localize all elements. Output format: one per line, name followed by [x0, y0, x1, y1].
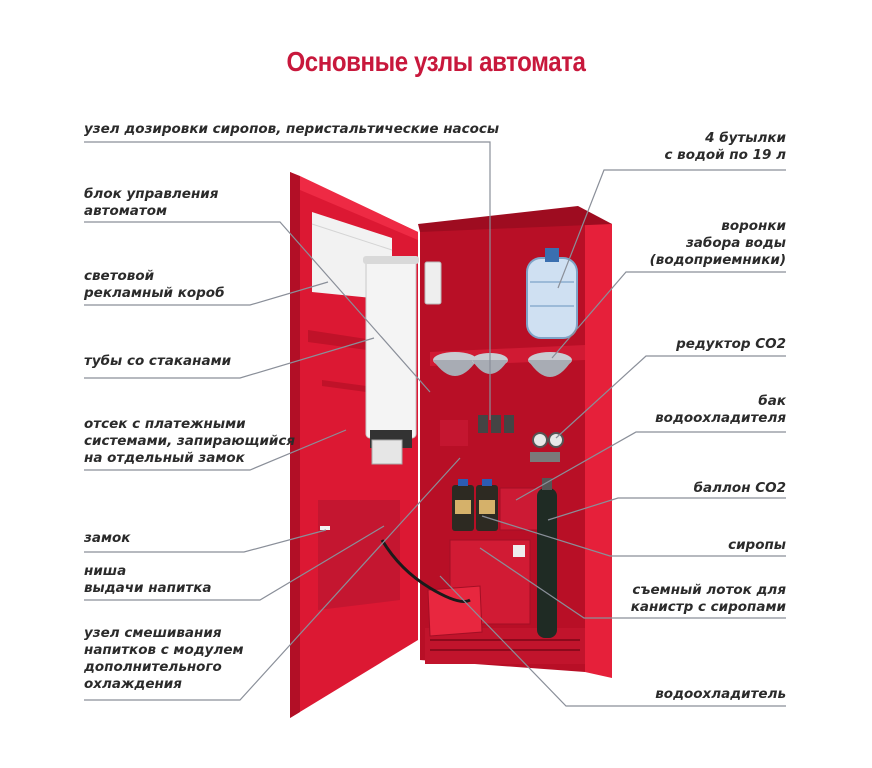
label-line: бак	[758, 393, 786, 409]
label-cup-tubes	[84, 353, 231, 370]
label-control-unit	[84, 186, 218, 220]
label-dosing-unit	[84, 121, 499, 138]
cabinet-right-side	[585, 212, 612, 678]
label-dispense-niche	[84, 563, 212, 597]
label-line: баллон СО2	[693, 480, 786, 496]
label-line: системами, запирающийся	[84, 433, 296, 449]
label-syrup-tray	[631, 582, 786, 616]
label-line: редуктор СО2	[676, 336, 786, 352]
label-line: 4 бутылки	[705, 130, 786, 146]
page-title: Основные узлы автомата	[286, 46, 586, 77]
label-lightbox	[84, 268, 225, 302]
label-line: съемный лоток для	[632, 582, 786, 598]
label-lock	[84, 530, 130, 547]
lock-detail	[320, 526, 330, 530]
label-line: напитков с модулем	[84, 642, 244, 658]
label-line: блок управления	[84, 186, 219, 202]
label-syrups	[728, 537, 786, 554]
label-line: (водоприемники)	[649, 252, 786, 268]
label-line: на отдельный замок	[84, 450, 245, 466]
label-line: узел дозировки сиропов, перистальтические насосы	[84, 121, 500, 137]
label-line: тубы со стаканами	[84, 353, 232, 369]
co2-cylinder	[537, 478, 557, 638]
label-line: выдачи напитка	[84, 580, 212, 596]
label-line: канистр с сиропами	[630, 599, 786, 615]
label-line: рекламный короб	[84, 285, 225, 301]
label-line: отсек с платежными	[84, 416, 246, 432]
label-water-funnels	[650, 218, 786, 269]
label-co2-reducer	[676, 336, 786, 353]
label-line: воронки	[721, 218, 786, 234]
label-line: забора воды	[685, 235, 786, 251]
label-co2-cylinder	[694, 480, 786, 497]
label-line: автоматом	[84, 203, 168, 219]
cup-tube	[363, 256, 419, 464]
label-line: узел смешивания	[84, 625, 222, 641]
label-line: замок	[84, 530, 131, 546]
label-line: водоохладитель	[655, 686, 786, 702]
label-line: с водой по 19 л	[664, 147, 786, 163]
label-line: дополнительного	[84, 659, 222, 675]
label-mixing-unit	[84, 625, 244, 693]
label-cooler-tank	[655, 393, 786, 427]
label-line: световой	[84, 268, 155, 284]
label-water-cooler	[655, 686, 786, 703]
label-line: охлаждения	[84, 676, 182, 692]
label-line: водоохладителя	[655, 410, 786, 426]
label-water-bottles	[664, 130, 786, 164]
label-line: ниша	[84, 563, 127, 579]
control-unit	[425, 262, 441, 304]
label-payment-compartment	[84, 416, 295, 467]
label-line: сиропы	[728, 537, 786, 553]
water-bottle	[527, 248, 577, 338]
